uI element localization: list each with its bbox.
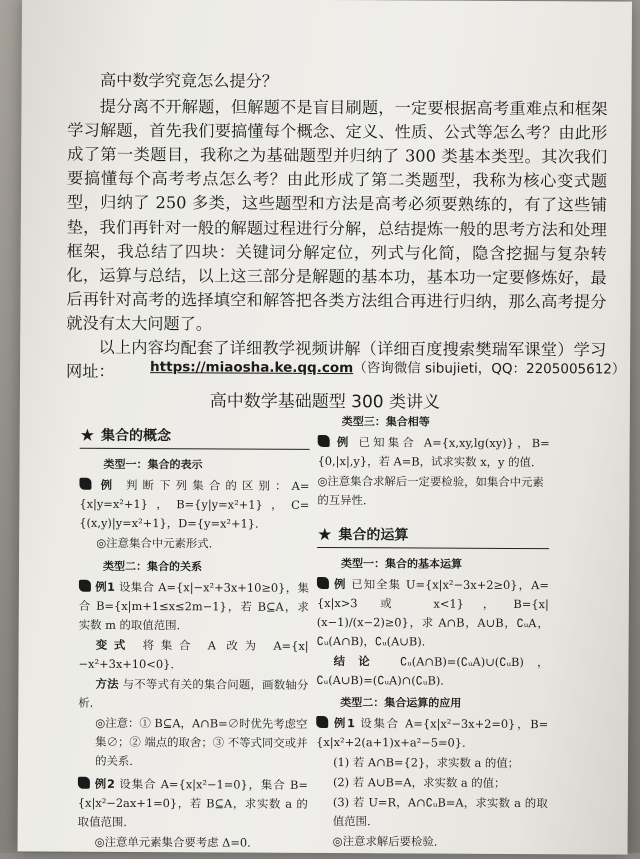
right-column xyxy=(316,412,550,856)
variant-label: 变式 xyxy=(95,637,133,652)
star-icon: ★ xyxy=(79,425,96,446)
method xyxy=(78,675,308,714)
intro-block xyxy=(66,69,608,387)
example xyxy=(316,714,548,753)
variant-text: 将集合 A 改为 A={x|−x²+3x+10<0}. xyxy=(78,638,309,672)
example-label: 例 xyxy=(95,477,118,492)
example xyxy=(317,575,549,652)
ink-block-icon xyxy=(316,716,328,728)
example-label: 例1 xyxy=(94,579,116,594)
sub-question: (3) 若 U=R，A∩∁ᵤB=A，求实数 a 的取值范围. xyxy=(332,795,548,829)
note: ◎注意求解后要检验. xyxy=(332,834,438,849)
method-text: 与不等式有关的集合问题，画数轴分析. xyxy=(78,676,309,710)
star-icon: ★ xyxy=(317,524,333,546)
note: ◎注意集合求解后一定要检验，如集合中元素的互异性. xyxy=(317,473,544,508)
ink-block-icon xyxy=(79,580,91,592)
section-title: 集合的概念 xyxy=(100,427,172,445)
example-label: 例 xyxy=(333,435,352,450)
ink-block-icon xyxy=(78,777,90,789)
example xyxy=(79,476,309,534)
conclusion xyxy=(316,652,548,691)
type-heading: 类型三：集合相等 xyxy=(341,415,430,429)
type-heading: 类型二：集合的关系 xyxy=(102,559,203,574)
variant xyxy=(78,636,308,675)
url-line xyxy=(150,355,625,377)
type-heading: 类型一：集合的基本运算 xyxy=(341,557,463,571)
video-note: 以上内容均配套了详细教学视频讲解（详细百度搜索樊瑞军课堂）学习网址： xyxy=(66,337,607,382)
ink-block-icon xyxy=(79,478,91,490)
example-text: 已知全集 U={x|x²−3x+2≥0}，A={x|x>3 或 x<1}，B={x|(x−1)/(x−2)≥0}，求 A∩B，A∪B，∁ᵤA，∁ᵤ(A∩B)，∁ᵤ(A∪B). xyxy=(316,577,549,649)
method-label: 方法 xyxy=(95,676,119,691)
sub-question: (2) 若 A∪B=A，求实数 a 的值； xyxy=(332,775,506,790)
sub-question: (1) 若 A∩B={2}，求实数 a 的值； xyxy=(333,755,520,771)
note: ◎注意单元素集合要考虑 Δ=0. xyxy=(94,834,251,850)
note: ◎注意集合中元素形式. xyxy=(96,535,213,551)
example xyxy=(79,578,309,636)
section-title: 集合的运算 xyxy=(338,527,409,544)
conclusion-label: 结论 xyxy=(333,654,384,669)
course-url[interactable]: https://miaosha.ke.qq.com xyxy=(150,359,354,377)
document-title: 高中数学基础题型 300 类讲义 xyxy=(209,391,441,413)
ink-block-icon xyxy=(318,435,330,447)
example-text: 已知集合 A={x,xy,lg(xy)}，B={0,|x|,y}，若 A=B，试求实数 x，y 的值. xyxy=(317,435,550,470)
example-text: 设集合 A={x|x²−3x+2=0}，B={x|x²+2(a+1)x+a²−5=0}. xyxy=(316,716,549,750)
intro-question: 高中数学究竟怎么提分？ xyxy=(99,70,279,91)
example-label: 例2 xyxy=(93,776,115,791)
example-label: 例1 xyxy=(332,716,356,731)
ink-block-icon xyxy=(317,577,329,589)
conclusion-text: ∁ᵤ(A∩B)=(∁ᵤA)∪(∁ᵤB)，∁ᵤ(A∪B)=(∁ᵤA)∩(∁ᵤB). xyxy=(316,654,549,688)
example-text: 设集合 A={x|−x²+3x+10≥0}，集合 B={x|m+1≤x≤2m−1}，若 B⊆A，求实数 m 的取值范围. xyxy=(78,579,309,633)
note: ◎注意：① B⊆A，A∩B=∅时优先考虑空集∅；② 端点的取舍；③ 不等式同交或并的关系. xyxy=(95,715,308,768)
section-heading xyxy=(317,526,549,549)
contact-info: （咨询微信 sibujieti，QQ：2205005612） xyxy=(353,360,626,378)
document-page xyxy=(18,0,632,855)
example-label: 例 xyxy=(332,577,347,592)
example xyxy=(318,433,550,472)
example-text: 判断下列集合的区别：A={x|y=x²+1}，B={y|y=x²+1}，C={(x,y)|y=x²+1}，D={y=x²+1}. xyxy=(79,477,310,531)
left-column xyxy=(78,411,310,857)
type-heading: 类型二：集合运算的应用 xyxy=(340,696,462,710)
section-heading xyxy=(80,427,310,450)
example-text: 设集合 A={x|x²−1=0}，集合 B={x|x²−2ax+1=0}，若 B⊆A，求实数 a 的取值范围. xyxy=(77,776,308,829)
intro-paragraph: 提分离不开解题，但解题不是盲目刷题，一定要根据高考重难点和框架学习解题，首先我们要搞懂每个概念、定义、性质、公式等怎么考？由此形成了第一类题目，我称之为基础题型并归纳了 300 类基本类型。其次我们要搞懂每个高考考点怎么考？由此形成了第二类题型，我称为核心变式题型，归纳了 250 多类，这些题型和方法是高考必须要熟练的，有了这些铺垫，我们再针对一般的解题过程进行分解，总结提炼一般的思考方法和处理框架，我总结了四块：关键词分解定位，列式与化简，隐含挖掘与复杂转化，运算与总结，以上这三部分是解题的基本功，基本功一定要修炼好，最后再针对高考的选择填空和解答把各类方法组合再进行归纳，那么高考提分就没有太大问题了。 xyxy=(66,96,608,334)
example xyxy=(78,775,308,833)
type-heading: 类型一：集合的表示 xyxy=(103,457,203,472)
